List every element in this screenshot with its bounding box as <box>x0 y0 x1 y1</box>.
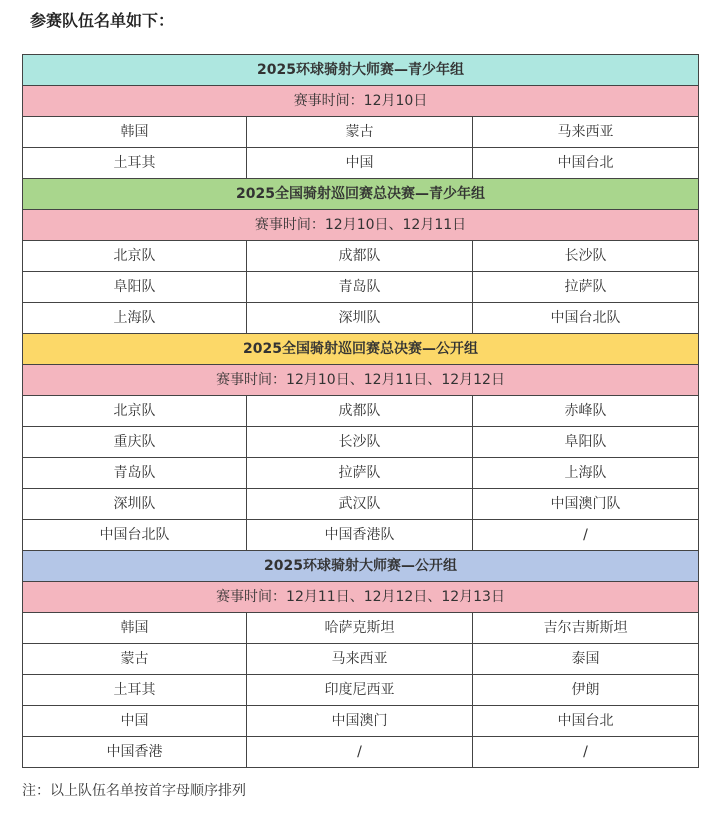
team-cell: 印度尼西亚 <box>247 675 473 706</box>
team-cell: 阜阳队 <box>473 427 699 458</box>
team-cell: 长沙队 <box>247 427 473 458</box>
roster-table <box>22 54 699 768</box>
team-cell: 拉萨队 <box>473 272 699 303</box>
team-cell: 马来西亚 <box>247 644 473 675</box>
event-time: 赛事时间：12月10日 <box>23 86 699 117</box>
team-cell: 中国香港 <box>23 737 247 768</box>
team-cell: 长沙队 <box>473 241 699 272</box>
event-time-row <box>23 365 699 396</box>
team-cell: 马来西亚 <box>473 117 699 148</box>
event-time: 赛事时间：12月10日、12月11日 <box>23 210 699 241</box>
group-title-row <box>23 179 699 210</box>
team-cell: 中国澳门 <box>247 706 473 737</box>
group-title: 2025全国骑射巡回赛总决赛—公开组 <box>23 334 699 365</box>
team-cell: 中国台北 <box>473 706 699 737</box>
team-row <box>23 272 699 303</box>
team-row <box>23 489 699 520</box>
team-cell: 上海队 <box>23 303 247 334</box>
team-cell: 蒙古 <box>23 644 247 675</box>
roster-table-body <box>23 55 699 768</box>
team-cell: 成都队 <box>247 396 473 427</box>
team-cell: 中国澳门队 <box>473 489 699 520</box>
team-row <box>23 520 699 551</box>
group-title: 2025全国骑射巡回赛总决赛—青少年组 <box>23 179 699 210</box>
team-cell: / <box>473 737 699 768</box>
team-cell: 赤峰队 <box>473 396 699 427</box>
event-time-row <box>23 210 699 241</box>
event-time-row <box>23 86 699 117</box>
team-cell: 中国 <box>247 148 473 179</box>
team-cell: 中国台北队 <box>23 520 247 551</box>
group-title-row <box>23 551 699 582</box>
group-title-row <box>23 55 699 86</box>
team-cell: 北京队 <box>23 241 247 272</box>
team-row <box>23 706 699 737</box>
team-cell: / <box>473 520 699 551</box>
team-cell: 韩国 <box>23 117 247 148</box>
team-cell: 伊朗 <box>473 675 699 706</box>
event-time: 赛事时间：12月11日、12月12日、12月13日 <box>23 582 699 613</box>
team-row <box>23 396 699 427</box>
team-cell: 中国香港队 <box>247 520 473 551</box>
team-cell: 北京队 <box>23 396 247 427</box>
team-row <box>23 117 699 148</box>
team-cell: 深圳队 <box>247 303 473 334</box>
team-cell: 重庆队 <box>23 427 247 458</box>
page-heading: 参赛队伍名单如下： <box>30 11 175 30</box>
team-cell: 上海队 <box>473 458 699 489</box>
team-cell: 阜阳队 <box>23 272 247 303</box>
team-cell: 吉尔吉斯斯坦 <box>473 613 699 644</box>
event-time: 赛事时间：12月10日、12月11日、12月12日 <box>23 365 699 396</box>
team-cell: 哈萨克斯坦 <box>247 613 473 644</box>
group-title: 2025环球骑射大师赛—青少年组 <box>23 55 699 86</box>
team-row <box>23 613 699 644</box>
team-cell: 武汉队 <box>247 489 473 520</box>
team-cell: 拉萨队 <box>247 458 473 489</box>
footnote: 注：以上队伍名单按首字母顺序排列 <box>22 783 246 799</box>
team-cell: 韩国 <box>23 613 247 644</box>
team-cell: 蒙古 <box>247 117 473 148</box>
team-cell: 中国台北 <box>473 148 699 179</box>
team-cell: 泰国 <box>473 644 699 675</box>
team-cell: 深圳队 <box>23 489 247 520</box>
team-cell: 中国台北队 <box>473 303 699 334</box>
team-row <box>23 148 699 179</box>
team-cell: 青岛队 <box>247 272 473 303</box>
event-time-row <box>23 582 699 613</box>
team-row <box>23 458 699 489</box>
team-row <box>23 737 699 768</box>
team-row <box>23 303 699 334</box>
team-cell: 中国 <box>23 706 247 737</box>
group-title: 2025环球骑射大师赛—公开组 <box>23 551 699 582</box>
team-row <box>23 427 699 458</box>
team-cell: 青岛队 <box>23 458 247 489</box>
team-row <box>23 675 699 706</box>
group-title-row <box>23 334 699 365</box>
team-cell: / <box>247 737 473 768</box>
team-cell: 成都队 <box>247 241 473 272</box>
team-row <box>23 644 699 675</box>
team-cell: 土耳其 <box>23 675 247 706</box>
team-row <box>23 241 699 272</box>
team-cell: 土耳其 <box>23 148 247 179</box>
